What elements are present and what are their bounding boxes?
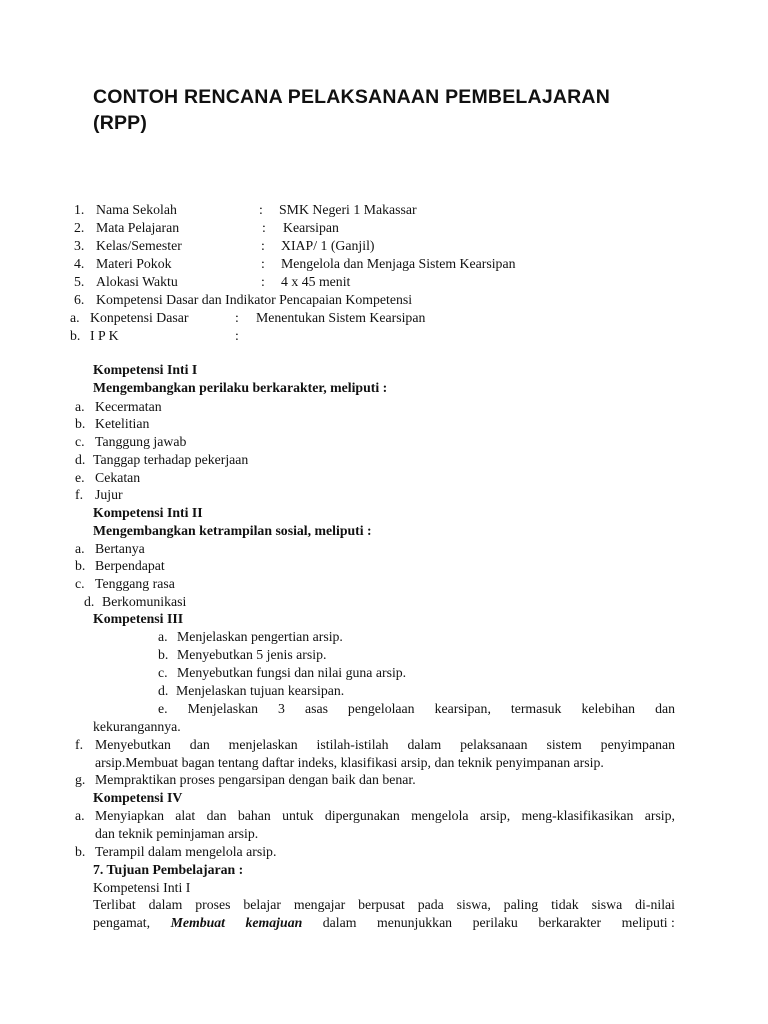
identity-num: 5. <box>74 274 85 289</box>
tujuan-word: meliputi : <box>621 915 675 930</box>
title-line-2: (RPP) <box>93 112 148 134</box>
ki1-item-text: Jujur <box>95 487 123 502</box>
document-title <box>93 84 693 136</box>
identity-sep: : <box>262 220 266 235</box>
ki2-subheading: Mengembangkan ketrampilan sosial, meliputi : <box>93 523 372 538</box>
ki2-item-letter: c. <box>75 576 85 591</box>
tujuan-paragraph-line1: Terlibat dalam proses belajar mengajar berpusat pada siswa, paling tidak siswa di-nilai <box>93 897 675 912</box>
identity-value: XIAP/ 1 (Ganjil) <box>281 238 375 253</box>
identity-label: Kelas/Semester <box>96 238 182 253</box>
tujuan-word-emphasis: kemajuan <box>245 915 303 930</box>
ki3-item-f-line2: arsip.Membuat bagan tentang daftar indeks, klasifikasi arsip, dan teknik penyimpanan arsip. <box>95 755 604 770</box>
ki2-item-letter: d. <box>84 594 95 609</box>
ki4-item-a-line1: Menyiapkan alat dan bahan untuk dipergunakan mengelola arsip, meng-klasifikasikan arsip, <box>95 808 675 823</box>
identity-label: Kompetensi Dasar dan Indikator Pencapaian Kompetensi <box>96 292 413 307</box>
ki1-item-text: Tanggung jawab <box>95 434 187 449</box>
identity-sep: : <box>261 256 265 271</box>
kd-b-label: I P K <box>90 328 119 343</box>
ki3-item-g-letter: g. <box>75 772 86 787</box>
identity-label: Alokasi Waktu <box>96 274 178 289</box>
ki2-item-text: Berkomunikasi <box>102 594 187 609</box>
ki3-item-f-line1: Menyebutkan dan menjelaskan istilah-istilah dalam pelaksanaan sistem penyimpanan <box>95 737 675 752</box>
tujuan-subheading: Kompetensi Inti I <box>93 880 191 895</box>
tujuan-heading: 7. Tujuan Pembelajaran : <box>93 862 244 877</box>
ki2-item-text: Bertanya <box>95 541 145 556</box>
tujuan-word: dalam <box>322 915 357 930</box>
title-line-1: CONTOH RENCANA PELAKSANAAN PEMBELAJARAN <box>93 86 610 108</box>
ki1-item-text: Kecermatan <box>95 399 162 414</box>
ki3-item-letter: b. <box>158 647 169 662</box>
identity-sep: : <box>261 238 265 253</box>
ki3-item-text: Menjelaskan tujuan kearsipan. <box>176 683 345 698</box>
ki1-item-letter: f. <box>75 487 84 502</box>
identity-label: Nama Sekolah <box>96 202 177 217</box>
kd-a-sep: : <box>235 310 239 325</box>
ki3-item-text: Menyebutkan 5 jenis arsip. <box>177 647 327 662</box>
kd-a-value: Menentukan Sistem Kearsipan <box>256 310 426 325</box>
ki1-item-letter: b. <box>75 416 86 431</box>
ki1-item-text: Ketelitian <box>95 416 150 431</box>
ki2-item-letter: a. <box>75 541 85 556</box>
ki3-item-letter: d. <box>158 683 169 698</box>
ki3-heading: Kompetensi III <box>93 611 184 626</box>
kd-b-sep: : <box>235 328 239 343</box>
ki3-item-e-line1: e. Menjelaskan 3 asas pengelolaan kearsipan, termasuk kelebihan dan <box>158 701 675 716</box>
ki1-item-text: Tanggap terhadap pekerjaan <box>93 452 249 467</box>
identity-num: 1. <box>74 202 85 217</box>
ki2-item-text: Tenggang rasa <box>95 576 175 591</box>
identity-label: Materi Pokok <box>96 256 172 271</box>
ki1-item-letter: d. <box>75 452 86 467</box>
tujuan-word: perilaku <box>472 915 518 930</box>
identity-sep: : <box>259 202 263 217</box>
ki3-item-text: Menjelaskan pengertian arsip. <box>177 629 343 644</box>
ki1-item-letter: e. <box>75 470 85 485</box>
ki2-item-text: Berpendapat <box>95 558 165 573</box>
identity-value: Kearsipan <box>283 220 339 235</box>
kd-b-num: b. <box>70 328 81 343</box>
ki4-item-a-line2: dan teknik peminjaman arsip. <box>95 826 259 841</box>
identity-num: 2. <box>74 220 85 235</box>
identity-num: 4. <box>74 256 85 271</box>
tujuan-word: menunjukkan <box>376 915 453 930</box>
identity-sep: : <box>261 274 265 289</box>
ki4-item-a-letter: a. <box>75 808 85 823</box>
identity-value: SMK Negeri 1 Makassar <box>279 202 417 217</box>
ki4-item-b-letter: b. <box>75 844 86 859</box>
ki3-item-letter: a. <box>158 629 168 644</box>
ki1-subheading: Mengembangkan perilaku berkarakter, meliputi : <box>93 380 388 395</box>
identity-num: 3. <box>74 238 85 253</box>
ki1-heading: Kompetensi Inti I <box>93 362 198 377</box>
identity-label: Mata Pelajaran <box>96 220 180 235</box>
ki3-item-text: Menyebutkan fungsi dan nilai guna arsip. <box>177 665 407 680</box>
ki3-item-letter: c. <box>158 665 168 680</box>
ki3-item-e-line2: kekurangannya. <box>93 719 181 734</box>
ki3-item-g-text: Mempraktikan proses pengarsipan dengan baik dan benar. <box>95 772 416 787</box>
ki1-item-text: Cekatan <box>95 470 141 485</box>
tujuan-word-emphasis: Membuat <box>170 915 226 930</box>
ki1-item-letter: c. <box>75 434 85 449</box>
identity-value: Mengelola dan Menjaga Sistem Kearsipan <box>281 256 516 271</box>
ki3-item-f-letter: f. <box>75 737 84 752</box>
tujuan-word: pengamat, <box>93 915 151 930</box>
tujuan-word: berkarakter <box>538 915 602 930</box>
ki2-heading: Kompetensi Inti II <box>93 505 203 520</box>
kd-a-num: a. <box>70 310 80 325</box>
ki4-item-b-text: Terampil dalam mengelola arsip. <box>95 844 277 859</box>
ki1-item-letter: a. <box>75 399 85 414</box>
identity-value: 4 x 45 menit <box>281 274 351 289</box>
ki4-heading: Kompetensi IV <box>93 790 183 805</box>
tujuan-paragraph-line2 <box>93 914 675 932</box>
ki2-item-letter: b. <box>75 558 86 573</box>
kd-a-label: Konpetensi Dasar <box>90 310 189 325</box>
identity-num: 6. <box>74 292 85 307</box>
